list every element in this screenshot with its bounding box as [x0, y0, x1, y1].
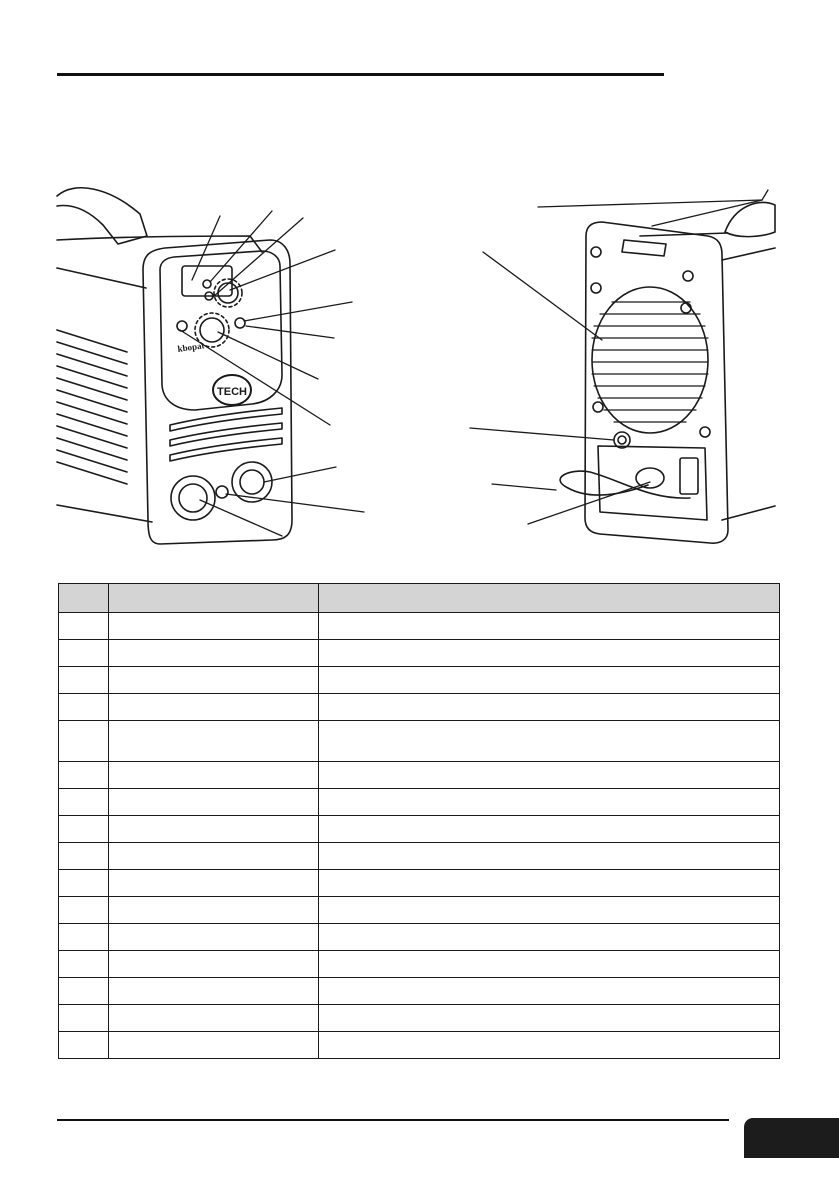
- cell-number: [59, 721, 109, 762]
- table-row: [59, 694, 780, 721]
- cell-description: [319, 640, 780, 667]
- cell-number: [59, 640, 109, 667]
- cell-number: [59, 843, 109, 870]
- rear-handle-slot: [622, 240, 666, 256]
- cell-description: [319, 816, 780, 843]
- small-knob: [218, 283, 238, 303]
- table-row: [59, 1005, 780, 1032]
- cell-description: [319, 1032, 780, 1059]
- carry-handle: [57, 188, 147, 244]
- table-row: [59, 978, 780, 1005]
- cell-number: [59, 816, 109, 843]
- main-knob: [200, 318, 224, 342]
- table-header-row: [59, 584, 780, 613]
- cell-number: [59, 978, 109, 1005]
- cell-description: [319, 951, 780, 978]
- cell-name: [109, 870, 319, 897]
- cell-number: [59, 870, 109, 897]
- cell-number: [59, 1032, 109, 1059]
- device-illustration: [0, 180, 839, 550]
- header-rule: [57, 73, 664, 76]
- table-row: [59, 721, 780, 762]
- table-row: [59, 870, 780, 897]
- output-socket-left: [171, 476, 215, 520]
- fan-grille-slots: [592, 302, 708, 422]
- footer-rule: [57, 1119, 729, 1121]
- table-row: [59, 667, 780, 694]
- control-connector: [216, 486, 228, 498]
- header-description: [319, 584, 780, 613]
- cell-number: [59, 789, 109, 816]
- cell-number: [59, 613, 109, 640]
- cell-name: [109, 762, 319, 789]
- side-vents: [57, 330, 127, 484]
- cell-name: [109, 843, 319, 870]
- model-text: kbopat: [176, 340, 206, 354]
- cell-name: [109, 897, 319, 924]
- front-view: [57, 188, 364, 544]
- table-row: [59, 640, 780, 667]
- indicator-led: [203, 280, 211, 288]
- display-window: [182, 266, 232, 296]
- power-switch: [680, 458, 698, 494]
- cell-name: [109, 667, 319, 694]
- cell-name: [109, 721, 319, 762]
- cell-name: [109, 1032, 319, 1059]
- cell-description: [319, 924, 780, 951]
- cell-name: [109, 789, 319, 816]
- front-vents: [170, 408, 282, 461]
- cell-description: [319, 843, 780, 870]
- housing-top-rear: [640, 233, 775, 520]
- rear-view: [470, 190, 775, 543]
- cell-description: [319, 870, 780, 897]
- right-switch: [235, 318, 245, 328]
- table-row: [59, 951, 780, 978]
- header-number: [59, 584, 109, 613]
- output-socket-left-inner: [179, 484, 207, 512]
- cell-name: [109, 640, 319, 667]
- rear-lower-compartment: [598, 446, 707, 520]
- cell-number: [59, 924, 109, 951]
- table-row: [59, 613, 780, 640]
- table-row: [59, 843, 780, 870]
- brand-logo-text: TECH: [217, 386, 247, 398]
- cell-number: [59, 1005, 109, 1032]
- mounting-holes: [591, 247, 710, 437]
- cell-number: [59, 951, 109, 978]
- rear-callout-lines: [470, 190, 768, 524]
- cell-description: [319, 762, 780, 789]
- page-number-tab: [744, 1118, 839, 1158]
- table-row: [59, 816, 780, 843]
- left-switch: [177, 321, 187, 331]
- cell-name: [109, 613, 319, 640]
- cell-description: [319, 613, 780, 640]
- table-row: [59, 924, 780, 951]
- cell-number: [59, 762, 109, 789]
- cell-description: [319, 1005, 780, 1032]
- table-row: [59, 789, 780, 816]
- table-row: [59, 1032, 780, 1059]
- cell-description: [319, 721, 780, 762]
- cell-description: [319, 978, 780, 1005]
- table-row: [59, 897, 780, 924]
- cell-number: [59, 897, 109, 924]
- gas-connector-inner: [618, 436, 626, 444]
- power-cable: [560, 471, 690, 498]
- parts-table: [58, 583, 780, 1059]
- table-row: [59, 762, 780, 789]
- cell-name: [109, 951, 319, 978]
- cell-description: [319, 897, 780, 924]
- cell-name: [109, 694, 319, 721]
- cell-name: [109, 1005, 319, 1032]
- cell-number: [59, 667, 109, 694]
- cell-name: [109, 816, 319, 843]
- cell-name: [109, 924, 319, 951]
- cell-description: [319, 694, 780, 721]
- cell-name: [109, 978, 319, 1005]
- cell-number: [59, 694, 109, 721]
- cell-description: [319, 789, 780, 816]
- header-name: [109, 584, 319, 613]
- cell-description: [319, 667, 780, 694]
- output-socket-right-inner: [240, 470, 264, 494]
